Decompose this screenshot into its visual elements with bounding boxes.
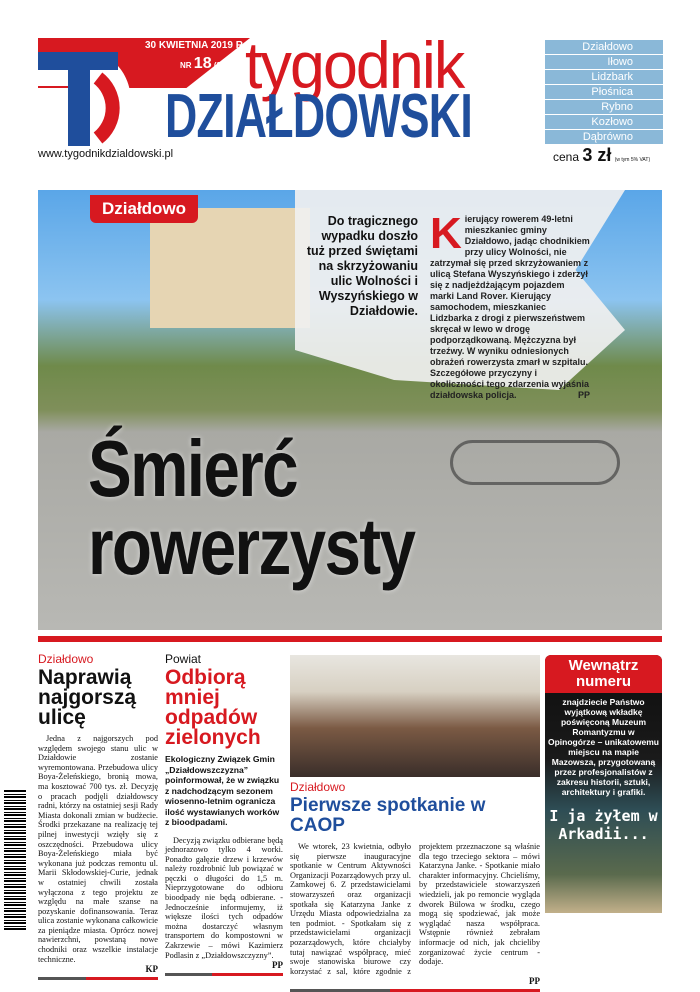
article-title: Pierwsze spotkanie w CAOP — [290, 795, 486, 836]
divider — [38, 977, 158, 980]
towns-list — [545, 40, 663, 145]
inside-title: Wewnątrz numeru — [545, 655, 662, 693]
cover-headline: Śmierć rowerzysty — [88, 424, 415, 591]
town: Rybno — [545, 100, 663, 114]
divider — [38, 636, 662, 642]
signature: PP — [529, 976, 540, 987]
section-tag: Działdowo — [90, 195, 198, 223]
dropcap: K — [430, 209, 462, 258]
town: Kozłowo — [545, 115, 663, 129]
divider — [165, 973, 283, 976]
article-lede: Ekologiczny Związek Gmin „Działdowszczyzna” poinformował, że w związku z nadchodzącym sezonem wiosenno-letnim ogranicza ilość wystawianych worków z bioodpadami. — [165, 754, 280, 827]
bicycle-icon — [450, 440, 620, 485]
artwork-title: I ja żyłem w Arkadii... — [549, 807, 658, 843]
article-body: Jedna z najgorszych pod względem swojego stanu ulic w Działdowie zostanie wyremontowana. Przebudowa ulicy Boya-Żeleńskiego, bronią mowa, ma kosztować 700 tys. zł. Decyzję o pracach podjęli działdowscy radni, którzy na ostatniej sesji Rady Miasta dokonali zmian w budżecie. Środki przekazane na realizację tej pilnej inwestycji wzięły się z oszczędności. Przebudowa ulicy Boya-Żeleńskiego miała być wykonana już podczas remontu ul. Marii Skłodowskiej-Curie, jednak w ostatniej chwili została wyłączona z tego projektu ze względu na małe szanse na pozyskanie dofinansowania. Teraz ulica zostanie wykonana całkowicie za pieniądze miasta. Oprócz nowej nawierzchni, powstaną nowe chodniki oraz wszelkie instalacje techniczne. — [38, 734, 158, 964]
town: Działdowo — [545, 40, 663, 54]
building-photo-detail — [150, 208, 310, 328]
town: Iłowo — [545, 55, 663, 69]
article-section: Działdowo — [290, 780, 346, 794]
title-tygodnik: tygodnik — [245, 28, 464, 102]
meeting-photo — [290, 655, 540, 777]
town: Płośnica — [545, 85, 663, 99]
town: Lidzbark — [545, 70, 663, 84]
signature: KP — [145, 964, 158, 975]
price: cena 3 zł (w tym 5% VAT) — [553, 145, 651, 165]
article-section: Działdowo — [38, 652, 94, 666]
cover-story: Kierujący rowerem 49-letni mieszkaniec gminy Działdowo, jadąc chodnikiem przy ulicy Wolności, nie zatrzymał się przed skrzyżowaniem z ulicą Stefana Wyszyńskiego i zderzył się z nadjeżdżającym pojazdem marki Land Rover. Kierujący samochodem, mieszkaniec Lidzbarka z drogi z pierwszeństwem skręcał w lewo w drogę podporządkowaną. Mężczyzna był trzeźwy. W wyniku odniesionych obrażeń rowerzysta zmarł w szpitalu. Szczegółowe przyczyny i okoliczności tego zdarzenia wyjaśnia działdowska policja. PP — [430, 209, 590, 400]
article-section: Powiat — [165, 652, 202, 666]
logo-icon — [38, 38, 150, 146]
issue-number: NR 18 (2053) — [180, 55, 237, 72]
inside-text: znajdziecie Państwo wyjątkową wkładkę poświęconą Muzeum Romantyzmu w Opinogórze – unikatowemu miejscu na mapie Mazowsza, przygotowaną przez profesjonalistów z zakresu historii, sztuki, architektury i grafiki. — [548, 697, 659, 797]
title-dzialdowski: DZIAŁDOWSKI — [165, 82, 473, 151]
town: Dąbrówno — [545, 130, 663, 144]
article — [165, 652, 283, 976]
article-body: We wtorek, 23 kwietnia, odbyło się pierwsze inauguracyjne spotkanie w Centrum Aktywności Organizacji Pozarządowych przy ul. Zamkowej 6. Z przedstawicielami stowarzyszeń oraz organizacji spotkała się Katarzyna Janke z Urzędu Miasta odpowiedzialna za ten podmiot. - Spotkałam się z przedstawicielami organizacji pozarządowych, które chciałyby tutaj nawiązać współpracę, mieć swoje stanowiska biurowe czy korzystać z sal, które zgodnie z projektem przeznaczone są właśnie dla tego trzeciego sektora – mówi Katarzyna Janke. - Spotkanie miało charakter informacyjny. Chcieliśmy, by przedstawiciele stowarzyszeń wiedzieli, jak po remoncie wygląda dworek Bülowa w środku, czego mogą się spodziewać, jak może wyglądać nasza współpraca. Wstępnie również zebrałam informacje od nich, jak chcieliby zorganizować życie centrum - dodaje. — [290, 842, 540, 976]
inside-issue-box[interactable] — [545, 655, 662, 913]
website-link[interactable]: www.tygodnikdzialdowski.pl — [38, 148, 174, 160]
issue-date: 30 KWIETNIA 2019 R. — [145, 40, 246, 51]
article-title: Odbiorą mniej odpadów zielonych — [165, 666, 261, 749]
article-title: Naprawią najgorszą ulicę — [38, 666, 137, 729]
cover-lead: Do tragicznego wypadku doszło tuż przed świętami na skrzyżowaniu ulic Wolności i Wyszyńskiego w Działdowie. — [306, 214, 418, 318]
signature: PP — [577, 390, 590, 400]
article — [38, 652, 158, 980]
barcode — [4, 790, 26, 930]
article — [290, 780, 540, 992]
signature: PP — [272, 960, 283, 971]
article-body: Decyzją związku odbierane będą jednorazowo tylko 4 worki. Ponadto gałęzie drzew i krzewów należy rozdrobnić lub powiązać w pęczki o długości do 1,5 m. Nieprzygotowane do odbioru bioodpady nie będą odbierane. - Jednocześnie informujemy, iż większe ilości tych odpadów można dostarczyć własnym transportem do kompostowni w Zakrzewie – mówi Kazimierz Podlasin z „Działdowszczyzny”. — [165, 835, 283, 960]
